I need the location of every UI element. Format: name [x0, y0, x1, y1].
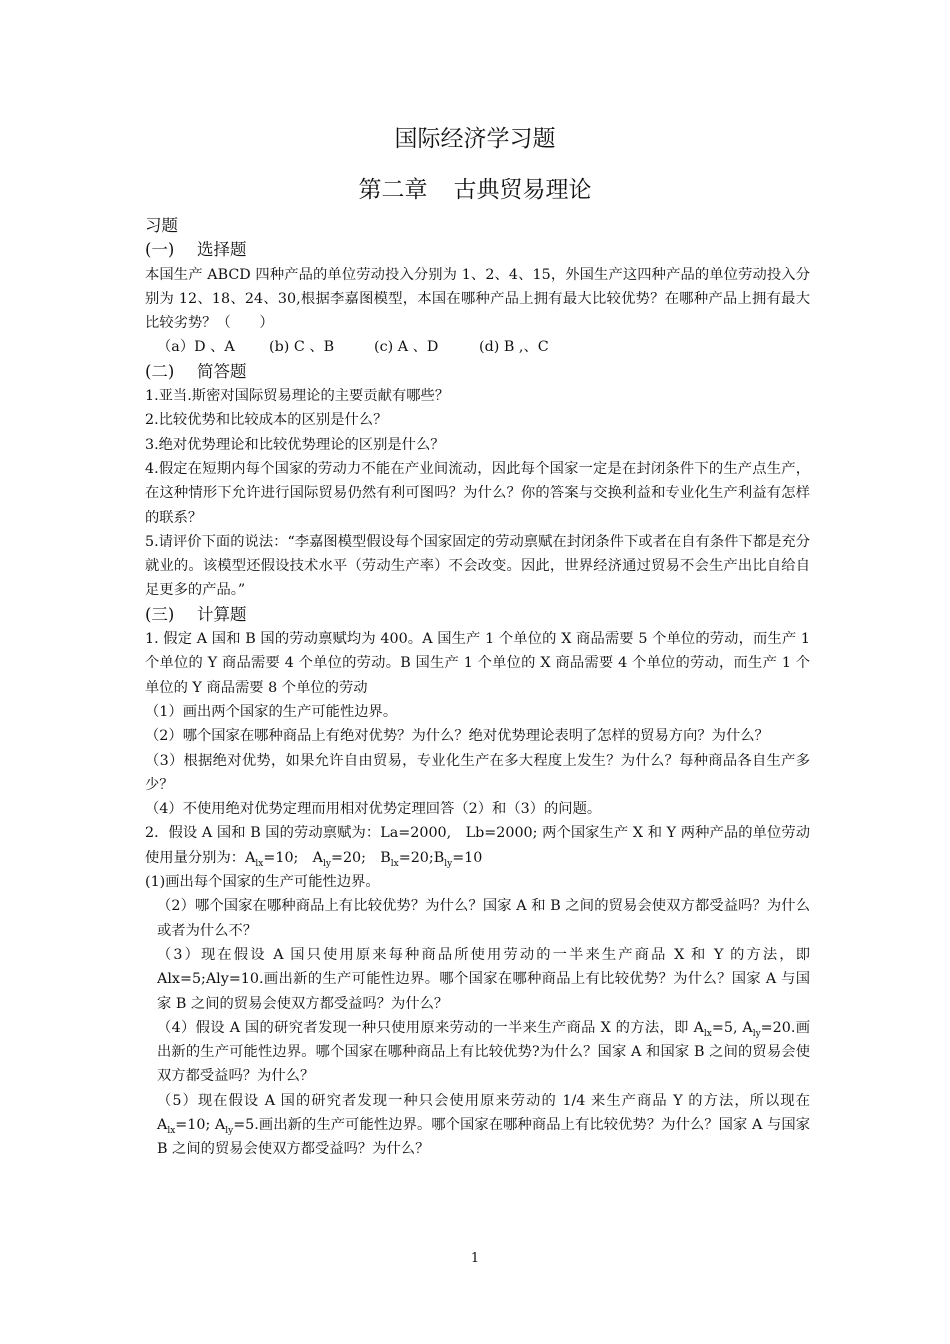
- chapter-title: 古典贸易理论: [453, 177, 592, 203]
- calc-problem-2-part-1: (1)画出每个国家的生产可能性边界。: [145, 874, 380, 891]
- calc-problem-2-part-5: （5）现在假设 A 国的研究者发现一种只会使用原来劳动的 1/4 来生产商品 Y 的方法，所以现在 $A_{lx}=10$; $A_{ly}=5$.画出新的生产可能性边界。哪个国家在哪种商品上有比较优势？为什么？国家 A 与国家 B 之间的贸易会使双方都受益吗？为什么？: [157, 1092, 811, 1158]
- calc-problem-1: 1. 假定 A 国和 B 国的劳动禀赋均为 400。A 国生产 1 个单位的 X 商品需要 5 个单位的劳动，而生产 1 个单位的 Y 商品需要 4 个单位的劳动。B 国生产 1 个单位的 X 商品需要 4 个单位的劳动，而生产 1 个单位的 Y 商品需要 8 个单位的劳动: [145, 631, 810, 696]
- choice-question: 本国生产 ABCD 四种产品的单位劳动投入分别为 1、2、4、15，外国生产这四种产品的单位劳动投入分别为 12、18、24、30,根据李嘉图模型，本国在哪种产品上拥有最大比较优势？在哪种产品上拥有最大比较劣势？（ ）: [145, 266, 810, 332]
- section-number: (一): [145, 240, 175, 260]
- short-question-4: 4.假定在短期内每个国家的劳动力不能在产业间流动，因此每个国家一定是在封闭条件下的生产点生产，在这种情形下允许进行国际贸易仍然有利可图吗？为什么？你的答案与交换利益和专业化生产利益有怎样的联系？: [145, 460, 810, 526]
- section-number: (二): [145, 361, 175, 381]
- section-number: (三): [145, 604, 175, 624]
- short-question-2: 2.比较优势和比较成本的区别是什么？: [145, 412, 388, 429]
- section-title: 选择题: [197, 240, 247, 260]
- calc-problem-2-part-3: （3）现在假设 A 国只使用原来每种商品所使用劳动的一半来生产商品 X 和 Y 的方法，即 Alx=5;Aly=10.画出新的生产可能性边界。哪个国家在哪种商品上有比较优势？为什么？国家 A 与国家 B 之间的贸易会使双方都受益吗？为什么？: [157, 946, 810, 1012]
- short-question-5: 5.请评价下面的说法：“李嘉图模型假设每个国家固定的劳动禀赋在封闭条件下或者在自有条件下都是充分就业的。该模型还假设技术水平（劳动生产率）不会改变。因此，世界经济通过贸易不会生产出比自给自足更多的产品。”: [145, 533, 810, 599]
- chapter-number: 第二章: [358, 177, 428, 203]
- short-question-1: 1.亚当.斯密对国际贸易理论的主要贡献有哪些？: [145, 388, 450, 405]
- choice-options: [145, 335, 810, 359]
- page-number: 1: [470, 1251, 480, 1266]
- section-title: 简答题: [197, 361, 247, 381]
- option-b: (b) C 、B: [269, 339, 335, 356]
- calc-problem-2-part-2: （2）哪个国家在哪种商品上有比较优势？为什么？国家 A 和 B 之间的贸易会使双方都受益吗？为什么或者为什么不？: [157, 898, 810, 939]
- option-d: (d) B ,、C: [479, 339, 549, 356]
- calc-problem-1-part-1: （1）画出两个国家的生产可能性边界。: [145, 703, 398, 720]
- calc-problem-1-part-3: （3）根据绝对优势，如果允许自由贸易，专业化生产在多大程度上发生？为什么？每种商品各自生产多少？: [145, 752, 810, 793]
- calc-problem-1-part-2: （2）哪个国家在哪种商品上有绝对优势？为什么？绝对优势理论表明了怎样的贸易方向？为什么？: [145, 728, 769, 745]
- calc-problem-1-part-4: （4）不使用绝对优势定理而用相对优势定理回答（2）和（3）的问题。: [145, 801, 602, 818]
- exercises-label: 习题: [145, 216, 178, 235]
- calc-problem-2: 2．假设 A 国和 B 国的劳动禀赋为：La=2000, Lb=2000; 两个国家生产 X 和 Y 两种产品的单位劳动使用量分别为：$A_{lx}=10$; $A_{ly}=20$; $B_{lx}=20;B_{ly}=10$: [145, 825, 810, 869]
- section-heading-calc: [145, 603, 810, 627]
- option-c: (c) A 、D: [374, 339, 439, 356]
- short-question-3: 3.绝对优势理论和比较优势理论的区别是什么？: [145, 436, 445, 453]
- option-a: （a）D 、A: [157, 339, 235, 356]
- section-heading-choice: [145, 238, 810, 262]
- calc-problem-2-part-4: （4）假设 A 国的研究者发现一种只使用原来劳动的一半来生产商品 X 的方法，即 $A_{lx}=5$, $A_{ly}=20$.画出新的生产可能性边界。哪个国家在哪种商品上有比较优势?为什么？国家 A 和国家 B 之间的贸易会使双方都受益吗？为什么？: [157, 1019, 810, 1085]
- chapter-heading: [0, 171, 950, 204]
- section-heading-short: [145, 360, 810, 384]
- document-title: 国际经济学习题: [394, 126, 556, 152]
- section-title: 计算题: [197, 604, 247, 624]
- document-body: [145, 214, 810, 1162]
